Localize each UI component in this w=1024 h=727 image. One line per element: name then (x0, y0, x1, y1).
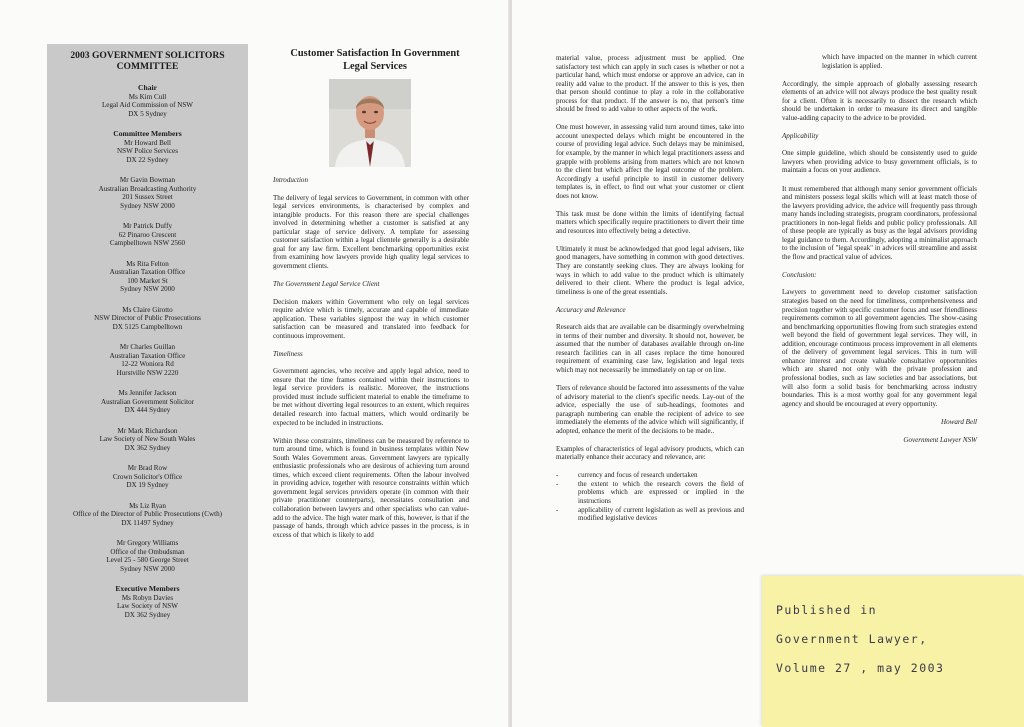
para-b1: material value, process adjustment must be applied. One satisfactory test which can apply in such cases is whether or not a particular hand, which must endorse or approve an advice, can in reality add value to the product. If the answer to this is yes, then that person should continue to play a role in the collaborative process for that product. If the answer is no, that person's time should be freed to add value to other aspects of the work. (556, 54, 744, 114)
characteristics-list (556, 471, 744, 522)
heading-timeliness: Timeliness (273, 349, 303, 358)
list-item: - applicability of current legislation as well as previous and modified legislative devices (556, 506, 744, 523)
chair-group (51, 84, 244, 118)
heading-accuracy: Accuracy and Relevance (556, 305, 626, 314)
note-line-1: Published in (776, 603, 878, 617)
member-detail: Hurstville NSW 2220 (116, 368, 179, 377)
note-line-3: Volume 27 , may 2003 (776, 661, 945, 675)
member-detail: Sydney NSW 2000 (120, 564, 175, 573)
member-detail: DX 19 Sydney (126, 481, 169, 489)
para-b2: One must however, in assessing valid turn around times, take into account unexpected delays which might be encountered in the course of providing legal advice. Such delays may be minimised, for example, by the manner in which legal practitioners assess and grapple with problems arising from matters which are not known to the client but which affect the legal outcome of the problem. Accordingly a useful principle to instil in customer delivery templates is, in effect, to find out what your customer or client does not know. (556, 123, 744, 200)
para-b6: Tiers of relevance should be factored into assessments of the value of advisory material to the client's specific needs. Lay-out of the advice, especially the use of sub-headings, footnotes and paragraph numbering can enable the recipient of advice to see immediately the elements of the advice which will significantly, if adopted, enhance the merit of the decisions to be made.. (556, 384, 744, 435)
committee-sidebar (47, 44, 248, 702)
committee-member (51, 427, 244, 453)
committee-member (51, 343, 244, 377)
author-title: Government Lawyer NSW (903, 435, 977, 444)
member-detail: NSW Police Services (117, 147, 178, 155)
para-introduction: The delivery of legal services to Government, in common with other legal services environments, is characterised by complex and intangible products. For this reason there are special challenges involved in determining whether a customer is satisfied at any particular stage of service delivery. A template for assessing customer satisfaction within a legal clientele generally is a desirable goal for any law firm. Excellent benchmarking opportunities exist from examining how lawyers provide high quality legal services to government clients. (273, 193, 469, 270)
list-item: - currency and focus of research undertaken (556, 471, 744, 480)
member-name: Ms Liz Ryan (129, 501, 166, 510)
member-detail: Australian Government Solicitor (101, 397, 194, 406)
member-detail: Crown Solicitor's Office (112, 472, 183, 481)
member-detail: 100 Market St (127, 276, 168, 285)
member-detail: Sydney NSW 2000 (120, 201, 175, 210)
member-detail: 62 Pinaroo Crescent (118, 230, 177, 239)
para-c1: Accordingly, the simple approach of globally assessing research elements of an advice will not always produce the best quality result for a client. Often it is necessarily to dissect the research which should be undertaken in order to measure its direct and tangible value-adding capacity to the advice to be provided. (782, 79, 977, 122)
committee-member (51, 389, 244, 415)
member-detail: Law Society of New South Wales (99, 435, 196, 443)
para-c4: Lawyers to government need to develop customer satisfaction strategies based on the need for timeliness, comprehensiveness and precision together with specific customer focus and user friendliness requirements common to all government agencies. The show-casing and benchmarking opportunities flowing from such strategies extend well beyond the field of government legal services. They will, in addition, encourage continuous process improvement in all elements of the delivery of government legal services. This in turn will enhance interest and create valuable consultative opportunities which are shared not only with the private profession and professional bodies, such as law societies and bar associations, but will also form a solid basis for benchmarking across industry boundaries. This is a most worthy goal for any government legal agency and should be encouraged at every opportunity. (782, 288, 977, 408)
exec-address: DX 362 Sydney (124, 610, 171, 619)
exec-group (51, 585, 244, 619)
sticky-note (762, 576, 1024, 727)
heading-introduction: Introduction (273, 176, 308, 184)
member-name: Mr Howard Bell (124, 138, 171, 147)
member-detail: 201 Sussex Street (122, 193, 173, 201)
member-name: Mr Gregory Williams (116, 539, 179, 547)
committee-member (51, 139, 244, 165)
committee-member (51, 464, 244, 490)
article-column-1 (273, 176, 469, 549)
member-detail: Office of the Ombudsman (110, 547, 185, 556)
member-name: Ms Jennifer Jackson (118, 389, 177, 397)
article-column-2 (556, 54, 744, 529)
para-c2: One simple guideline, which should be consistently used to guide lawyers when providing advice to busy government officials, is to maintain a focus on your audience. (782, 149, 977, 175)
member-detail: Sydney NSW 2000 (120, 285, 175, 293)
member-name: Mr Brad Row (127, 464, 168, 472)
heading-applicability: Applicability (782, 131, 819, 140)
exec-name: Ms Robyn Davies (121, 593, 174, 602)
members-list (51, 139, 244, 574)
list-item: - the extent to which the research covers the field of problems which are expressed or implied in the instructions (556, 480, 744, 506)
committee-member (51, 222, 244, 248)
heading-client: The Government Legal Service Client (273, 279, 380, 288)
para-client: Decision makers within Government who rely on legal services require advice which is timely, accurate and capable of immediate application. These variables signpost the way in which customer satisfaction can be measured and translated into feedback for continuous improvement. (273, 297, 469, 340)
member-detail: Australian Broadcasting Authority (98, 184, 197, 193)
chair-name: Ms Kim Cull (128, 92, 167, 101)
member-detail: Campbelltown NSW 2560 (109, 239, 186, 247)
author-portrait-icon (329, 79, 411, 167)
committee-member (51, 502, 244, 528)
member-detail: NSW Director of Public Prosecutions (94, 314, 201, 322)
member-detail: Office of the Director of Public Prosecutions (Cwth) (73, 510, 222, 518)
member-name: Mr Gavin Bowman (119, 176, 176, 184)
para-b5: Research aids that are available can be disarmingly overwhelming in terms of their number and diversity. It should not, however, be assumed that the number of databases available through on-line research facilities can in all cases replace the time honoured requirement of examining case law, legislation and legal texts which may not necessarily be immediately on tap or on line. (556, 323, 744, 374)
para-c3: It must remembered that although many senior government officials and ministers possess legal skills which will at least match those of the lawyers providing advice, the advice will frequently pass through many hands including strategists, program coordinators, professional practitioners in non-legal fields and public policy professionals. All of these people are typically as busy as the legal advisors providing legal guidance to them. Accordingly, adopting a minimalist approach to the inclusion of "legal speak" in advices will streamline and assist the flow and practical value of advices. (782, 184, 977, 261)
note-line-2: Government Lawyer, (776, 632, 928, 646)
member-detail: DX 5125 Campbelltown (112, 322, 183, 331)
committee-member (51, 306, 244, 332)
chair-address: DX 5 Sydney (128, 109, 167, 118)
author-name: Howard Bell (941, 417, 977, 426)
member-detail: DX 362 Sydney (124, 443, 171, 452)
chair-org: Legal Aid Commission of NSW (101, 101, 194, 109)
exec-org: Law Society of NSW (117, 602, 178, 610)
member-detail: DX 11497 Sydney (121, 518, 174, 527)
para-b3: This task must be done within the limits of identifying factual matters which specifically require practitioners to divert their time and resources into effectively being a detective. (556, 209, 744, 235)
member-name: Ms Claire Girotto (122, 305, 173, 314)
heading-conclusion: Conclusion: (782, 270, 817, 279)
member-detail: DX 22 Sydney (126, 155, 169, 164)
member-detail: Level 25 - 580 George Street (106, 556, 189, 564)
article-title: Customer Satisfaction In Government Legal Services (290, 48, 460, 72)
member-name: Mr Charles Guillan (119, 343, 176, 351)
left-page (0, 0, 510, 727)
para-b7: Examples of characteristics of legal advisory products, which can materially enhance their accuracy and relevance, are: (556, 444, 744, 462)
member-detail: 12-22 Woniora Rd (121, 360, 174, 368)
para-timeliness-1: Government agencies, who receive and apply legal advice, need to ensure that the time frames contained within their instructions to legal service providers is realistic. Moreover, the instructions provided must include sufficient material to enable the timeframe to be met without diverting legal resources to an extent, which requires detailed research into factual matters, which would ordinarily be expected to be included in instructions. (273, 367, 469, 427)
chair-role: Chair (138, 83, 157, 92)
article-column-3 (782, 53, 977, 454)
committee-heading: 2003 GOVERNMENT SOLICITORS COMMITTEE (70, 50, 225, 72)
committee-member (51, 176, 244, 210)
author-photo (329, 79, 411, 167)
committee-member (51, 539, 244, 573)
para-timeliness-2: Within these constraints, timeliness can be measured by reference to turn around time, which is found in business templates within New South Wales Government areas. Government lawyers are typically enthusiastic professionals who are desirous of achieving turn around times, which exceed client requirements. Often the labour involved in providing advice, together with resource constraints within which government legal services providers operate (in common with their private practitioner counterparts), necessitates consultation and collaboration between lawyers and other specialists who can value-add to the advice. The high water mark of this, however, is that if the passage of hands, through which advice passes in the process, is in excess of that which is likely to add (273, 436, 469, 539)
member-name: Ms Rita Felton (126, 259, 169, 268)
exec-role: Executive Members (115, 584, 180, 593)
members-role: Committee Members (113, 129, 182, 138)
member-name: Mr Mark Richardson (117, 426, 178, 435)
committee-member (51, 260, 244, 294)
para-b4: Ultimately it must be acknowledged that good legal advisers, like good managers, have something in common with good detectives. They are constantly seeking clues. They are always looking for ways in which to add value to the product which is ultimately delivered to their client. Where the product is legal advice, timeliness is one of the great essentials. (556, 244, 744, 296)
para-c0: which have impacted on the manner in which current legislation is applied. (822, 53, 977, 70)
member-detail: DX 444 Sydney (124, 406, 171, 414)
member-detail: Australian Taxation Office (109, 268, 186, 276)
member-name: Mr Patrick Duffy (122, 222, 173, 230)
member-detail: Australian Taxation Office (109, 351, 186, 360)
